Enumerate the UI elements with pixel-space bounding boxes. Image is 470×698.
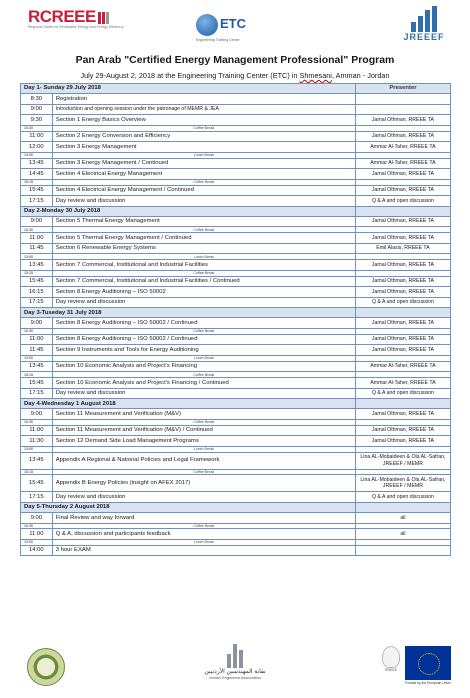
session-title: Section 4 Electrical Energy Management / Continued (52, 185, 355, 196)
rcreee-subtitle: Regional Center for Renewable Energy and Energy Efficiency (28, 25, 124, 29)
session-presenter: Ammar Al-Taher, RREEE TA (355, 378, 450, 389)
session-time: 14:00 (21, 545, 53, 556)
session-row (21, 131, 451, 142)
session-presenter: Q & A and open discussion (355, 388, 450, 399)
session-title: Section 5 Thermal Energy Management / Continued (52, 233, 355, 244)
session-title: Section 11 Measurement and Verification (M&V) / Continued (52, 425, 355, 436)
session-presenter: Jamal Othman, RREEE TA (355, 409, 450, 420)
session-time: 9:30 (21, 115, 53, 126)
break-time: 10:30 (21, 523, 53, 529)
session-row (21, 378, 451, 389)
footer-logos (0, 640, 470, 696)
session-title: Final Review and way forward (52, 513, 355, 524)
session-title: Day review and discussion (52, 297, 355, 308)
jea-mark-icon (225, 644, 245, 668)
globe-icon (196, 14, 218, 36)
session-time: 17:15 (21, 492, 53, 503)
session-time: 13:45 (21, 158, 53, 169)
session-time: 17:15 (21, 388, 53, 399)
break-time: 15:15 (21, 179, 53, 185)
session-time: 15:45 (21, 276, 53, 287)
break-label: Coffee Break (52, 270, 355, 276)
session-time: 11:00 (21, 233, 53, 244)
session-title: Day review and discussion (52, 196, 355, 207)
session-presenter: Jamal Othman, RREEE TA (355, 216, 450, 227)
break-time: 10:30 (21, 419, 53, 425)
jreeef-bars-icon (409, 6, 439, 32)
presenter-header (355, 206, 450, 216)
session-presenter: Jamal Othman, RREEE TA (355, 131, 450, 142)
day-header-row (21, 399, 451, 409)
schedule-table (20, 83, 451, 556)
presenter-header (355, 308, 450, 318)
header-logos (0, 0, 470, 52)
session-presenter: Q & A and open discussion (355, 492, 450, 503)
session-row (21, 297, 451, 308)
break-time: 15:15 (21, 372, 53, 378)
day-label: Day 4-Wednesday 1 August 2018 (21, 399, 356, 409)
subtitle-city: , Amman - Jordan (331, 71, 390, 80)
session-time: 9:00 (21, 104, 53, 115)
session-row (21, 545, 451, 556)
session-presenter: Jamal Othman, RREEE TA (355, 115, 450, 126)
session-time: 13:45 (21, 361, 53, 372)
session-title: Section 2 Energy Conversion and Efficiency (52, 131, 355, 142)
eu-flag-logo (405, 646, 451, 685)
day-label: Day 2-Monday 30 July 2018 (21, 206, 356, 216)
session-row (21, 276, 451, 287)
session-presenter: Jamal Othman, RREEE TA (355, 436, 450, 447)
session-title: Section 3 Energy Management / Continued (52, 158, 355, 169)
session-time: 11:00 (21, 529, 53, 540)
break-label: Lunch Break (52, 446, 355, 452)
break-label: Coffee Break (52, 227, 355, 233)
break-label: Coffee Break (52, 372, 355, 378)
session-title: Section 10 Economic Analysis and Project’s Financing / Continued (52, 378, 355, 389)
session-title: Section 8 Energy Auditioning – ISO 50002 / Continued (52, 334, 355, 345)
break-time: 10:30 (21, 125, 53, 131)
session-row (21, 196, 451, 207)
session-title: Section 5 Thermal Energy Management (52, 216, 355, 227)
break-label: Lunch Break (52, 539, 355, 545)
session-row (21, 243, 451, 254)
eu-caption: Funded by the European Union (405, 681, 451, 685)
session-time: 17:15 (21, 196, 53, 207)
break-label: Coffee Break (52, 469, 355, 475)
session-row (21, 345, 451, 356)
session-presenter: Jamal Othman, RREEE TA (355, 334, 450, 345)
session-time: 15:45 (21, 185, 53, 196)
session-title: Introduction and opening session under the patronage of MEMR & JEA (52, 104, 355, 115)
bulb-logo (381, 646, 401, 680)
schedule-body (21, 84, 451, 556)
session-presenter (355, 545, 450, 556)
session-title: Section 12 Demand Side Load Management Programs (52, 436, 355, 447)
session-title: Section 10 Economic Analysis and Project’s Financing (52, 361, 355, 372)
session-time: 9:00 (21, 318, 53, 329)
break-label: Lunch Break (52, 254, 355, 260)
session-row (21, 318, 451, 329)
etc-subtitle: Engineering Training Center (196, 38, 240, 42)
session-presenter: Ammar Al-Taher, RREEE TA (355, 361, 450, 372)
arab-league-seal-icon (27, 648, 65, 686)
session-presenter (355, 94, 450, 105)
session-time: 15:45 (21, 475, 53, 492)
session-row (21, 436, 451, 447)
break-label: Coffee Break (52, 523, 355, 529)
session-row (21, 475, 451, 492)
session-time: 9:00 (21, 513, 53, 524)
session-title: 3 hour EXAM (52, 545, 355, 556)
session-presenter: Jamal Othman, RREEE TA (355, 185, 450, 196)
session-time: 11:00 (21, 334, 53, 345)
session-row (21, 334, 451, 345)
session-time: 16:15 (21, 287, 53, 298)
break-label: Coffee Break (52, 179, 355, 185)
day-header-row (21, 84, 451, 94)
session-row (21, 492, 451, 503)
day-label: Day 3-Tuseday 31 July 2018 (21, 308, 356, 318)
day-label: Day 5-Thursday 2 August 2018 (21, 503, 356, 513)
bulb-caption: RREEE (384, 668, 398, 672)
session-row (21, 529, 451, 540)
session-presenter: Ammar Al-Taher, RREEE TA (355, 142, 450, 153)
session-presenter: Jamal Othman, RREEE TA (355, 276, 450, 287)
session-title: Day review and discussion (52, 388, 355, 399)
break-label: Coffee Break (52, 125, 355, 131)
session-presenter: Jamal Othman, RREEE TA (355, 233, 450, 244)
session-title: Section 9 Instruments and Tools for Energy Auditioning (52, 345, 355, 356)
session-presenter: Jamal Othman, RREEE TA (355, 169, 450, 180)
program-subtitle (0, 71, 470, 80)
session-title: Q & A, discussion and participants feedback (52, 529, 355, 540)
session-presenter: Jamal Othman, RREEE TA (355, 260, 450, 271)
session-presenter: Lina AL-Mobaideen & Ola AL-Safran, JREEEF / MEMR (355, 475, 450, 492)
session-presenter: Jamal Othman, RREEE TA (355, 287, 450, 298)
lightbulb-icon (382, 646, 400, 668)
session-title: Section 7 Commercial, Institutional and Industrial Facilities / Continued (52, 276, 355, 287)
session-presenter: Lina AL-Mobaideen & Ola AL-Safran, JREEEF / MEMR (355, 452, 450, 469)
break-time: 15:15 (21, 270, 53, 276)
session-title: Appendix A Regional & National Policies and Legal Framework (52, 452, 355, 469)
jea-logo (190, 644, 280, 680)
day-label: Day 1- Sunday 29 July 2018 (21, 84, 356, 94)
session-row (21, 169, 451, 180)
break-time: 13:00 (21, 539, 53, 545)
session-row (21, 409, 451, 420)
rcreee-logo (28, 8, 138, 48)
session-row (21, 513, 451, 524)
presenter-header (355, 399, 450, 409)
session-time: 17:15 (21, 297, 53, 308)
rcreee-brand: RCREEE (28, 7, 96, 26)
session-time: 14:45 (21, 169, 53, 180)
break-time: 15:15 (21, 469, 53, 475)
day-header-row (21, 206, 451, 216)
break-label: Coffee Break (52, 419, 355, 425)
break-label: Lunch Break (52, 355, 355, 361)
session-presenter (355, 104, 450, 115)
session-time: 11:30 (21, 436, 53, 447)
session-presenter: Q & A and open discussion (355, 297, 450, 308)
session-row (21, 185, 451, 196)
session-row (21, 104, 451, 115)
session-time: 11:00 (21, 131, 53, 142)
session-row (21, 233, 451, 244)
break-time: 13:00 (21, 355, 53, 361)
subtitle-dates: July 29-August 2, 2018 at the Engineering Training Center (ETC) in (80, 71, 300, 80)
session-title: Day review and discussion (52, 492, 355, 503)
session-time: 13:45 (21, 452, 53, 469)
session-title: Section 3 Energy Management (52, 142, 355, 153)
break-time: 10:30 (21, 227, 53, 233)
session-time: 13:45 (21, 260, 53, 271)
session-time: 8:30 (21, 94, 53, 105)
jreeef-brand: JREEEF (403, 32, 445, 42)
session-presenter: all (355, 513, 450, 524)
session-row (21, 425, 451, 436)
break-time: 13:00 (21, 254, 53, 260)
session-row (21, 361, 451, 372)
break-time: 13:00 (21, 152, 53, 158)
session-time: 12:00 (21, 142, 53, 153)
session-title: Section 8 Energy Auditioning – ISO 50002 (52, 287, 355, 298)
session-presenter: Emil Alasis, RREEE TA (355, 243, 450, 254)
session-presenter: Jamal Othman, RREEE TA (355, 345, 450, 356)
session-row (21, 94, 451, 105)
session-row (21, 216, 451, 227)
session-time: 11:45 (21, 243, 53, 254)
day-header-row (21, 503, 451, 513)
session-title: Registration (52, 94, 355, 105)
program-title: Pan Arab "Certified Energy Management Professional" Program (75, 54, 395, 66)
eu-stars-icon (418, 653, 440, 675)
break-time: 10:30 (21, 328, 53, 334)
session-presenter: all (355, 529, 450, 540)
break-label: Coffee Break (52, 328, 355, 334)
subtitle-place: Shmesani (299, 71, 332, 80)
session-presenter: Q & A and open discussion (355, 196, 450, 207)
session-row (21, 260, 451, 271)
break-label: Lunch Break (52, 152, 355, 158)
session-presenter: Jamal Othman, RREEE TA (355, 425, 450, 436)
session-presenter: Jamal Othman, RREEE TA (355, 318, 450, 329)
session-title: Section 1 Energy Basics Overview (52, 115, 355, 126)
presenter-header: Presenter (355, 84, 450, 94)
session-row (21, 142, 451, 153)
session-time: 11:00 (21, 425, 53, 436)
session-title: Section 11 Measurement and Verification (M&V) (52, 409, 355, 420)
jea-arabic-name: نقابة المهندسين الأردنيين (204, 669, 266, 675)
jea-english-name: Jordan Engineers Association (208, 675, 262, 680)
break-time: 13:00 (21, 446, 53, 452)
presenter-header (355, 503, 450, 513)
session-row (21, 388, 451, 399)
session-title: Section 6 Renewable Energy Systems (52, 243, 355, 254)
session-row (21, 287, 451, 298)
session-time: 15:45 (21, 378, 53, 389)
session-presenter: Ammar Al-Taher, RREEE TA (355, 158, 450, 169)
session-row (21, 158, 451, 169)
session-row (21, 115, 451, 126)
jreeef-logo (394, 6, 454, 48)
session-time: 11:45 (21, 345, 53, 356)
session-time: 9:00 (21, 409, 53, 420)
session-title: Section 4 Electrical Energy Management (52, 169, 355, 180)
session-row (21, 452, 451, 469)
day-header-row (21, 308, 451, 318)
etc-logo (196, 12, 256, 42)
rcreee-grid-icon (98, 12, 112, 24)
session-title: Section 7 Commercial, Institutional and Industrial Facilities (52, 260, 355, 271)
etc-brand: ETC (220, 16, 246, 31)
session-title: Section 8 Energy Auditioning – ISO 50002 / Continued (52, 318, 355, 329)
session-title: Appendix B Energy Policies (insight on AFEX 2017) (52, 475, 355, 492)
session-time: 9:00 (21, 216, 53, 227)
